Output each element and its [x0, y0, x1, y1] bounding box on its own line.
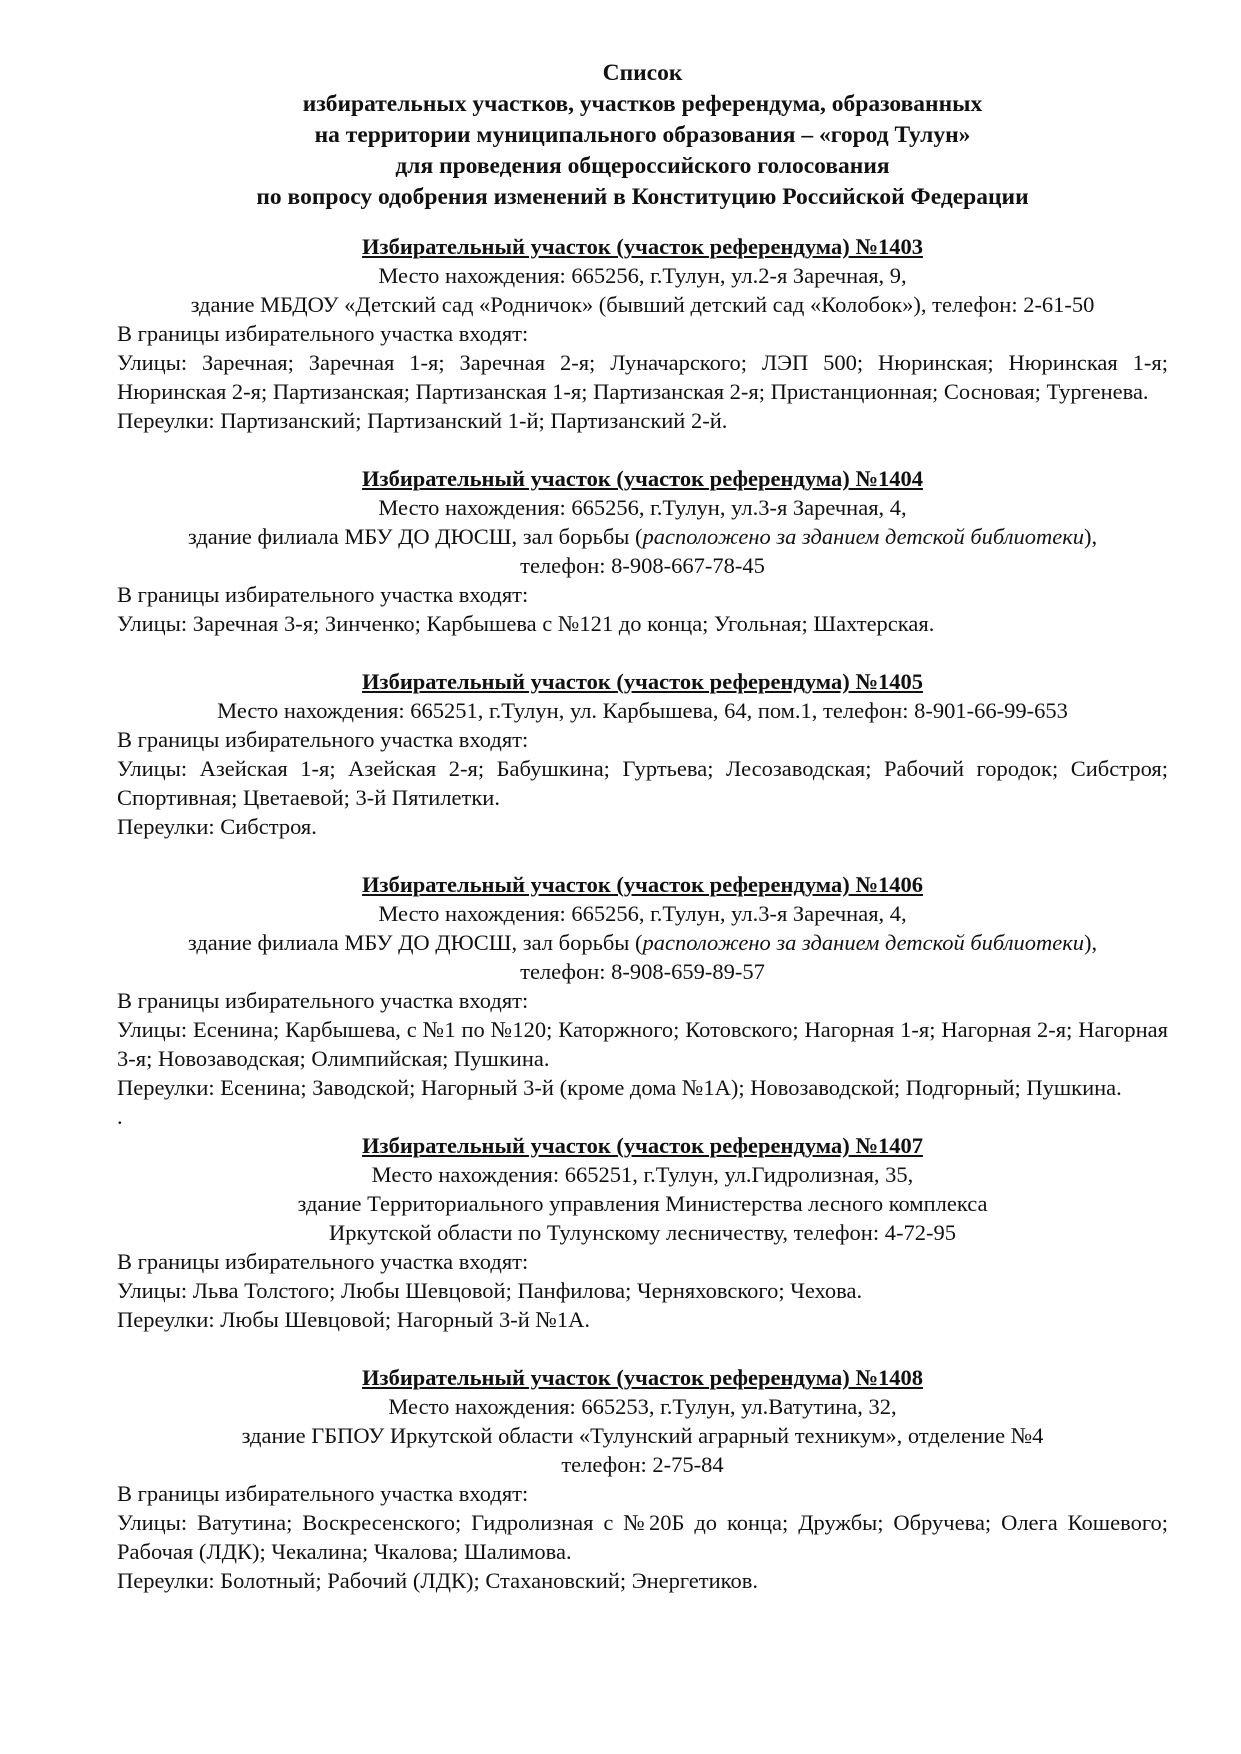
precinct-lanes: Переулки: Болотный; Рабочий (ЛДК); Стахановский; Энергетиков. — [117, 1568, 758, 1593]
precinct-boundaries-label: В границы избирательного участка входят: — [117, 1481, 529, 1506]
precinct-building — [117, 928, 1168, 957]
document-title — [117, 58, 1168, 213]
precinct-boundaries-label: В границы избирательного участка входят: — [117, 988, 529, 1013]
precinct-location: Место нахождения: 665251, г.Тулун, ул.Гидролизная, 35, — [371, 1162, 914, 1187]
precinct-phone: телефон: 2-75-84 — [561, 1452, 724, 1477]
title-line: по вопросу одобрения изменений в Конституцию Российской Федерации — [256, 184, 1029, 210]
precinct-building: здание Территориального управления Министерства лесного комплекса — [297, 1191, 988, 1216]
precinct-building — [117, 522, 1168, 551]
precinct-streets: Улицы: Ватутина; Воскресенского; Гидролизная с №20Б до конца; Дружбы; Обручева; Олега Кошевого; Рабочая (ЛДК); Чекалина; Чкалова; Шалимова. — [117, 1510, 1168, 1564]
precinct-1407 — [117, 1131, 1168, 1334]
precinct-lanes: Переулки: Партизанский; Партизанский 1-й; Партизанский 2-й. — [117, 408, 728, 433]
title-line: на территории муниципального образования – «город Тулун» — [314, 122, 971, 148]
precinct-location: Место нахождения: 665256, г.Тулун, ул.3-я Заречная, 4, — [378, 495, 907, 520]
precinct-1405 — [117, 667, 1168, 841]
precinct-streets: Улицы: Заречная; Заречная 1-я; Заречная 2-я; Луначарского; ЛЭП 500; Нюринская; Нюринская 1-я; Нюринская 2-я; Партизанская; Партизанская 1-я; Партизанская 2-я; Пристанционная; Сосновая; Тургенева. — [117, 350, 1168, 404]
precinct-streets: Улицы: Заречная 3-я; Зинченко; Карбышева с №121 до конца; Угольная; Шахтерская. — [117, 611, 935, 636]
precinct-boundaries-label: В границы избирательного участка входят: — [117, 727, 529, 752]
precinct-location: Место нахождения: 665256, г.Тулун, ул.3-я Заречная, 4, — [378, 901, 907, 926]
precinct-lanes: Переулки: Любы Шевцовой; Нагорный 3-й №1А. — [117, 1307, 590, 1332]
building-suffix: ), — [1084, 930, 1098, 955]
title-line: избирательных участков, участков референдума, образованных — [302, 91, 983, 117]
precinct-streets: Улицы: Азейская 1-я; Азейская 2-я; Бабушкина; Гуртьева; Лесозаводская; Рабочий городок; Сибстроя; Спортивная; Цветаевой; 3-й Пятилетки. — [117, 756, 1168, 810]
title-line: Список — [602, 60, 683, 86]
precinct-building: здание МБДОУ «Детский сад «Родничок» (бывший детский сад «Колобок»), телефон: 2-61-50 — [190, 292, 1095, 317]
precinct-streets: Улицы: Льва Толстого; Любы Шевцовой; Панфилова; Черняховского; Чехова. — [117, 1278, 863, 1303]
precinct-building-continued: Иркутской области по Тулунскому лесничеству, телефон: 4-72-95 — [329, 1220, 956, 1245]
building-note: расположено за зданием детской библиотеки — [642, 524, 1085, 549]
precinct-streets: Улицы: Есенина; Карбышева, с №1 по №120; Каторжного; Котовского; Нагорная 1-я; Нагорная 2-я; Нагорная 3-я; Новозаводская; Олимпийская; Пушкина. — [117, 1017, 1168, 1071]
precinct-1406 — [117, 870, 1168, 1131]
stray-period: . — [117, 1104, 123, 1129]
precinct-building: здание ГБПОУ Иркутской области «Тулунский аграрный техникум», отделение №4 — [241, 1423, 1044, 1448]
building-note: расположено за зданием детской библиотеки — [642, 930, 1085, 955]
title-line: для проведения общероссийского голосования — [395, 153, 890, 179]
building-prefix: здание филиала МБУ ДО ДЮСШ, зал борьбы ( — [187, 524, 643, 549]
precinct-1404 — [117, 464, 1168, 638]
precinct-lanes: Переулки: Есенина; Заводской; Нагорный 3-й (кроме дома №1А); Новозаводской; Подгорный; Пушкина. — [117, 1075, 1122, 1100]
precinct-phone: телефон: 8-908-659-89-57 — [520, 959, 765, 984]
precinct-heading: Избирательный участок (участок референдума) №1405 — [362, 669, 923, 694]
precinct-location: Место нахождения: 665256, г.Тулун, ул.2-я Заречная, 9, — [378, 263, 907, 288]
precinct-location: Место нахождения: 665253, г.Тулун, ул.Ватутина, 32, — [388, 1394, 897, 1419]
building-prefix: здание филиала МБУ ДО ДЮСШ, зал борьбы ( — [187, 930, 643, 955]
precinct-1403 — [117, 232, 1168, 435]
precinct-heading: Избирательный участок (участок референдума) №1407 — [362, 1133, 923, 1158]
precinct-boundaries-label: В границы избирательного участка входят: — [117, 1249, 529, 1274]
precinct-boundaries-label: В границы избирательного участка входят: — [117, 321, 529, 346]
precinct-heading: Избирательный участок (участок референдума) №1404 — [362, 466, 923, 491]
precinct-location: Место нахождения: 665251, г.Тулун, ул. Карбышева, 64, пом.1, телефон: 8-901-66-99-653 — [217, 698, 1068, 723]
precinct-heading: Избирательный участок (участок референдума) №1408 — [362, 1365, 923, 1390]
building-suffix: ), — [1084, 524, 1098, 549]
precinct-heading: Избирательный участок (участок референдума) №1406 — [362, 872, 923, 897]
precinct-phone: телефон: 8-908-667-78-45 — [520, 553, 765, 578]
precinct-1408 — [117, 1363, 1168, 1595]
precinct-boundaries-label: В границы избирательного участка входят: — [117, 582, 529, 607]
precinct-heading: Избирательный участок (участок референдума) №1403 — [362, 234, 923, 259]
precinct-lanes: Переулки: Сибстроя. — [117, 814, 317, 839]
